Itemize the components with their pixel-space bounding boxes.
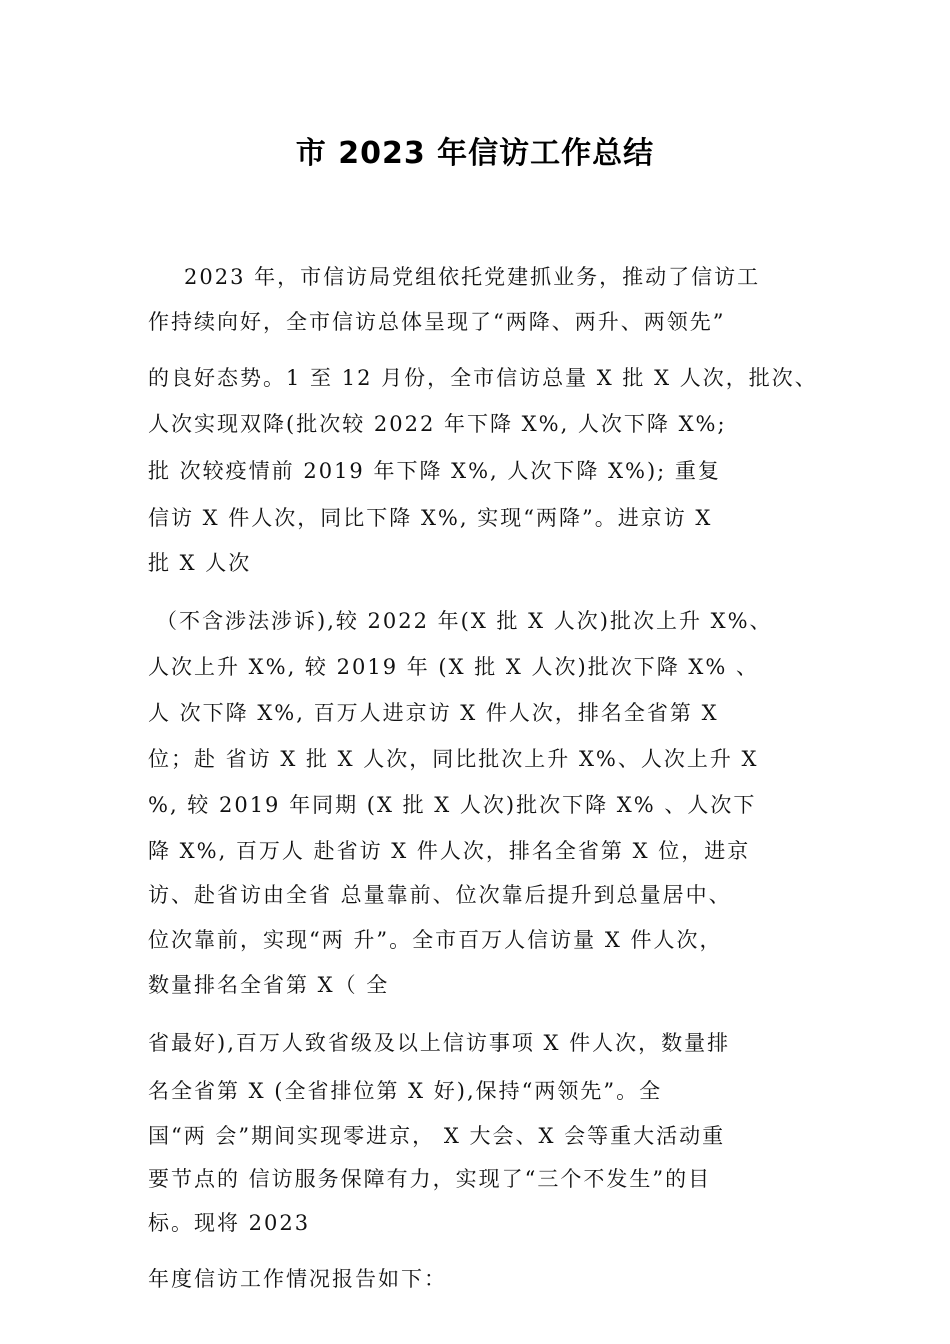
paragraph-line: 名全省第 X (全省排位第 X 好),保持“两领先”。全: [148, 1079, 663, 1103]
paragraph-line: 人次上升 X%, 较 2019 年 (X 批 X 人次)批次下降 X% 、: [148, 655, 759, 679]
paragraph-line: 要节点的 信访服务保障有力，实现了“三个不发生”的目: [148, 1167, 712, 1191]
paragraph-line: 位次靠前，实现“两 升”。全市百万人信访量 X 件人次，: [148, 928, 723, 952]
paragraph-line: 年度信访工作情况报告如下：: [148, 1267, 447, 1291]
paragraph-line: 信访 X 件人次，同比下降 X%, 实现“两降”。进京访 X: [148, 506, 713, 530]
paragraph-line: 位；赴 省访 X 批 X 人次，同比批次上升 X%、人次上升 X: [148, 747, 759, 771]
paragraph-line: 人次实现双降(批次较 2022 年下降 X%, 人次下降 X%;: [148, 412, 727, 436]
paragraph-line: 国“两 会”期间实现零进京， X 大会、X 会等重大活动重: [148, 1124, 726, 1148]
paragraph-line: 作持续向好，全市信访总体呈现了“两降、两升、两领先”: [148, 310, 726, 334]
paragraph-line: %, 较 2019 年同期 (X 批 X 人次)批次下降 X% 、人次下: [148, 793, 757, 817]
document-title: 市 2023 年信访工作总结: [295, 136, 655, 171]
paragraph-line: 标。现将 2023: [148, 1211, 311, 1235]
paragraph-line: 数量排名全省第 X（ 全: [148, 973, 390, 997]
paragraph-line: 批 次较疫情前 2019 年下降 X%, 人次下降 X%); 重复: [148, 459, 721, 483]
paragraph-line: 人 次下降 X%, 百万人进京访 X 件人次，排名全省第 X: [148, 701, 719, 725]
paragraph-line: 批 X 人次: [148, 551, 252, 575]
paragraph-line: 2023 年，市信访局党组依托党建抓业务，推动了信访工: [184, 265, 761, 289]
paragraph-line: 访、赴省访由全省 总量靠前、位次靠后提升到总量居中、: [148, 883, 732, 907]
paragraph-line: 的良好态势。1 至 12 月份，全市信访总量 X 批 X 人次，批次、: [148, 366, 818, 390]
paragraph-line: （不含涉法涉诉),较 2022 年(X 批 X 人次)批次上升 X%、: [156, 609, 773, 633]
paragraph-line: 省最好),百万人致省级及以上信访事项 X 件人次，数量排: [148, 1031, 731, 1055]
paragraph-line: 降 X%, 百万人 赴省访 X 件人次，排名全省第 X 位，进京: [148, 839, 751, 863]
